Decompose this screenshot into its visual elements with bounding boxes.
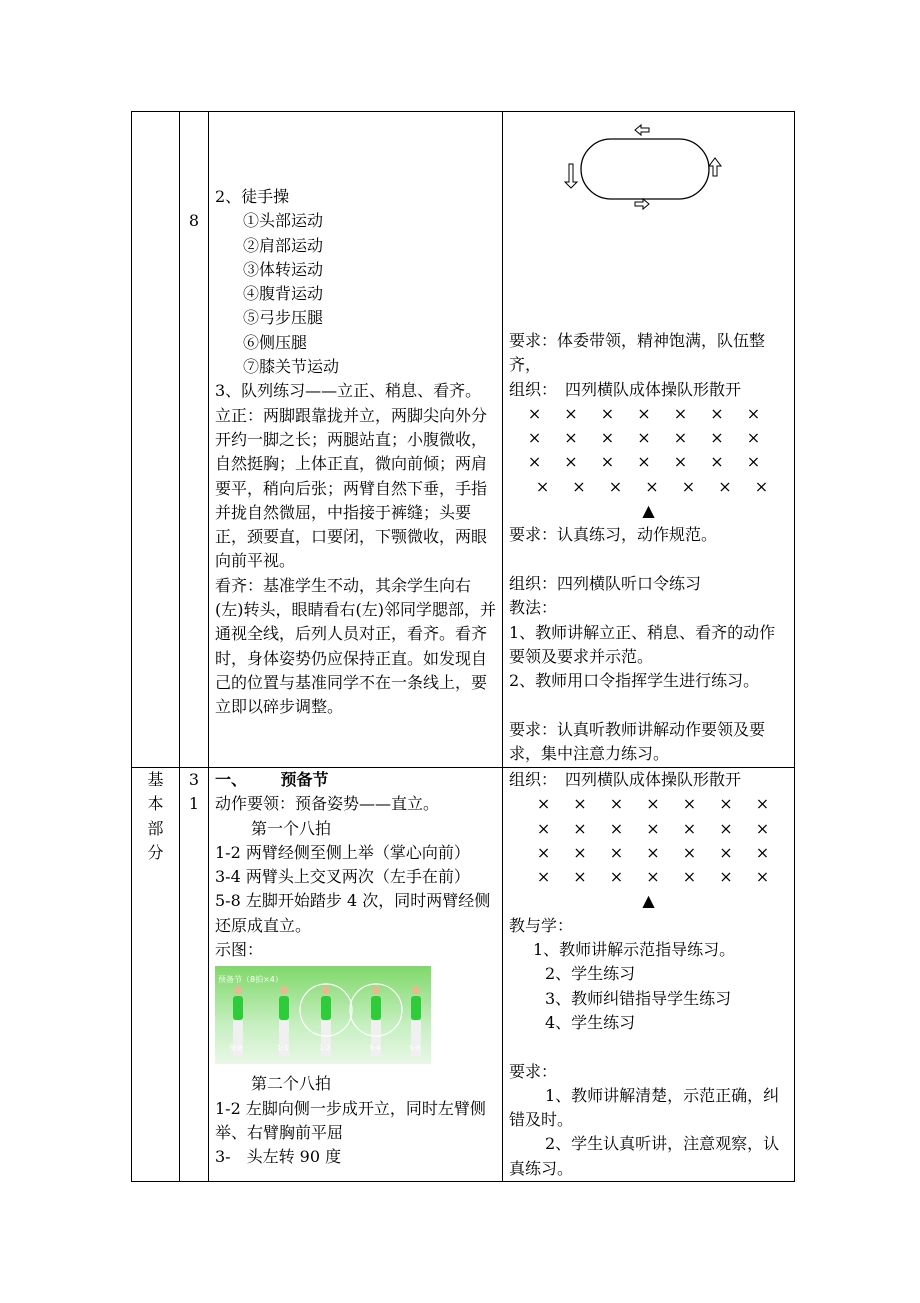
organization-cell xyxy=(503,768,795,1182)
method-step: 2、教师用口令指挥学生进行练习。 xyxy=(509,671,760,691)
step-text: 3-4 两臂头上交叉两次（左手在前） xyxy=(215,867,470,887)
table-row xyxy=(132,112,795,768)
oval-track xyxy=(581,139,709,199)
alignment-description: 看齐：基准学生不动，其余学生向右(左)转头，眼睛看右(左)邻同学腮部，并通视全线，后列人员对正，看齐。看齐时，身体姿势仍应保持正直。如发现自己的位置与基准同学不在一条线上，要立即以碎步调整。 xyxy=(215,575,496,717)
teacher-position-icon: ▲ xyxy=(642,501,655,521)
photo-label: 预备 xyxy=(229,1044,243,1053)
time-digit: 3 xyxy=(188,770,200,789)
time-cell xyxy=(180,768,209,1182)
lesson-plan-table xyxy=(131,111,795,1182)
list-item: ⑤弓步压腿 xyxy=(243,308,324,328)
list-item: ③体转运动 xyxy=(243,259,324,279)
section-label-cell xyxy=(132,768,180,1182)
eight-count-title: 第一个八拍 xyxy=(251,818,332,838)
method-step: 1、教师讲解立正、稍息、看齐的动作要领及要求并示范。 xyxy=(509,622,776,666)
arrow-up-icon xyxy=(709,158,721,176)
photo-label: 1-2 xyxy=(319,1044,331,1053)
formation-row: × × × × × × × xyxy=(527,428,770,448)
formation-row: × × × × × × × xyxy=(536,794,779,814)
list-item: ⑦膝关节运动 xyxy=(243,357,340,377)
essentials-text: 动作要领：预备姿势——直立。 xyxy=(215,794,440,814)
step-text: 3- 头左转 90 度 xyxy=(215,1147,342,1167)
teacher-position-icon: ▲ xyxy=(642,891,655,911)
time-digit: 1 xyxy=(188,794,200,814)
requirement-text: 要求：认真练习，动作规范。 xyxy=(509,525,718,545)
content-cell xyxy=(209,768,503,1182)
section-label-char: 部 xyxy=(147,818,164,838)
requirement-title: 要求： xyxy=(509,1061,558,1081)
section-label-char: 基 xyxy=(147,770,164,789)
teach-step: 2、学生练习 xyxy=(545,964,636,984)
eight-count-title: 第二个八拍 xyxy=(251,1074,332,1094)
exercise-demo-image xyxy=(215,966,431,1064)
attention-description: 立正：两脚跟靠拢并立，两脚尖向外分开约一脚之长；两腿站直；小腹微收，自然挺胸；上体正直，微向前倾；两肩要平，稍向后张；两臂自然下垂，手指并拢自然微屈，中指接于裤缝；头要正，颈要直，口要闭，下颚微收，两眼向前平视。 xyxy=(215,405,488,571)
heading-number: 一、 xyxy=(215,770,248,789)
time-cell xyxy=(180,112,209,768)
step-text: 1-2 左脚向侧一步成开立，同时左臂侧举、右臂胸前平屈 xyxy=(215,1098,486,1142)
teach-step: 3、教师纠错指导学生练习 xyxy=(545,988,732,1008)
heading-title: 预备节 xyxy=(280,770,329,789)
step-text: 1-2 两臂经侧至侧上举（掌心向前） xyxy=(215,842,470,862)
formation-row: × × × × × × × xyxy=(535,476,778,496)
section-label-char: 本 xyxy=(147,794,164,814)
requirement-text: 2、学生认真听讲，注意观察，认真练习。 xyxy=(509,1134,780,1178)
requirement-text: 1、教师讲解清楚，示范正确，纠错及时。 xyxy=(509,1085,780,1130)
teach-step: 1、教师讲解示范指导练习。 xyxy=(533,940,736,960)
table-row xyxy=(132,768,795,1182)
section-label-char: 分 xyxy=(147,842,164,862)
figure-label: 示图： xyxy=(215,940,264,960)
list-item: ⑥侧压腿 xyxy=(243,332,308,352)
formation-row: × × × × × × × xyxy=(527,403,770,423)
time-value: 8 xyxy=(188,211,200,230)
photo-caption: 预备节（8拍×4） xyxy=(218,975,283,985)
photo-label: 1-1 xyxy=(277,1044,289,1053)
exercise-heading: 2、徒手操 xyxy=(215,187,290,206)
arrow-left-icon xyxy=(635,125,649,135)
content-cell xyxy=(209,112,503,768)
formation-row: × × × × × × × xyxy=(536,842,779,862)
step-text: 5-8 左脚开始踏步 4 次，同时两臂经侧还原成直立。 xyxy=(215,891,491,935)
arrow-right-icon xyxy=(635,199,649,209)
teach-title: 教与学： xyxy=(509,915,574,935)
formation-row: × × × × × × × xyxy=(536,818,779,838)
list-item: ④腹背运动 xyxy=(243,284,324,304)
requirement-text: 要求：体委带领，精神饱满，队伍整齐， xyxy=(509,331,766,375)
organization-text: 组织： 四列横队成体操队形散开 xyxy=(509,770,742,789)
photo-label: 5-8 xyxy=(409,1044,421,1053)
organization-text: 组织： 四列横队成体操队形散开 xyxy=(509,379,742,399)
method-title: 教法： xyxy=(509,598,558,618)
list-item: ①头部运动 xyxy=(243,211,324,231)
formation-row: × × × × × × × xyxy=(527,452,770,472)
photo-label: 3-4 xyxy=(369,1044,381,1053)
organization-cell xyxy=(503,112,795,768)
running-track-diagram xyxy=(509,112,788,206)
track-svg xyxy=(509,112,789,212)
requirement-text: 要求：认真听教师讲解动作要领及要求，集中注意力练习。 xyxy=(509,719,766,764)
teach-step: 4、学生练习 xyxy=(545,1012,636,1032)
section-heading xyxy=(215,768,496,792)
arrow-down-icon xyxy=(565,164,577,188)
section-cell xyxy=(132,112,180,768)
organization-text: 组织：四列横队听口令练习 xyxy=(509,573,702,593)
formation-row: × × × × × × × xyxy=(536,867,779,887)
list-item: ②肩部运动 xyxy=(243,235,324,255)
drill-title: 3、队列练习——立正、稍息、看齐。 xyxy=(215,381,482,401)
